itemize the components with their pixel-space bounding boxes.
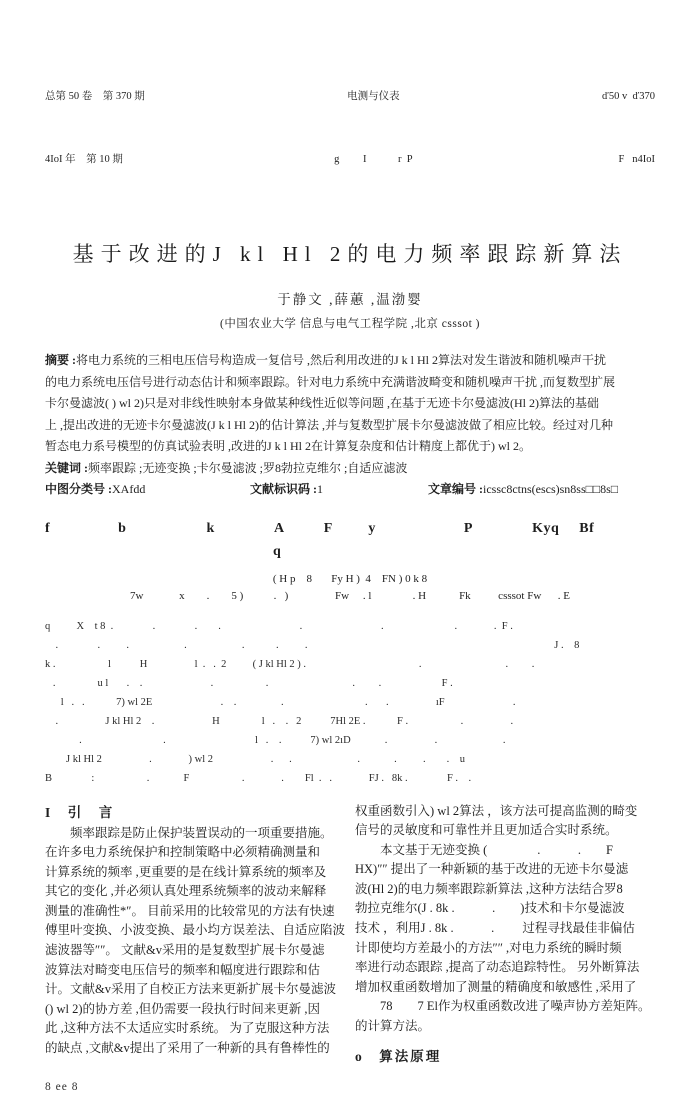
body-line: 技术 ，利用J . 8k . . 过程寻找最佳非偏估: [355, 921, 635, 936]
keywords-label: 关键词 :: [45, 460, 88, 475]
body-line: 计即使均方差最小的方法″″ ,对电力系统的瞬时频: [355, 940, 622, 955]
right-column: [355, 802, 655, 1068]
volume-issue: 总第 50 卷 第 370 期: [45, 91, 145, 102]
journal-name-cn: 电测与仪表: [347, 91, 400, 102]
english-abstract-line: q X t 8 . . . . . . . . F .: [45, 620, 513, 632]
body-line: 的计算方法。: [355, 1019, 431, 1034]
body-line: 78 7 El作为权重函数改进了噪声协方差矩阵。: [380, 999, 651, 1014]
body-line: 的缺点 ,文献&v提出了采用了一种新的具有鲁棒性的: [45, 1041, 330, 1056]
body-line: 权重函数引入) wl 2算法 ，该方法可提高监测的畸变: [355, 803, 638, 818]
affiliation: (中国农业大学 信息与电气工程学院 ,北京 csssot ): [219, 318, 480, 330]
english-abstract-line: J kl Hl 2 . ) wl 2 . . . . . . u: [45, 753, 465, 765]
body-line: 频率跟踪是防止保护装置误动的一项重要措施。: [70, 825, 333, 840]
english-affiliation: 7w x . 5 ) . ) Fw . l . H Fk csssot Fw . E: [129, 589, 570, 602]
body-line: 波算法对畸变电压信号的频率和幅度进行跟踪和估: [45, 962, 321, 977]
body-line: 计。文献&v采用了自校正方法来更新扩展卡尔曼滤波: [45, 982, 336, 997]
authors: 于静文 ,薛蕙 ,温渤婴: [277, 292, 423, 307]
english-abstract-line: . J kl Hl 2 . H l . . 2 7Hl 2E . F . . .: [45, 715, 514, 727]
abstract-line: 卡尔曼滤波( ) wl 2)只是对非线性映射本身做某种线性近似等问题 ,在基于无迹卡尔曼滤波(Hl 2)算法的基础: [45, 396, 599, 410]
document-code: 文献标识码 :1: [250, 482, 323, 496]
two-column-body: [45, 802, 655, 1068]
body-line: 傅里叶变换、小波变换、最小均方误差法、自适应陷波: [45, 923, 345, 938]
body-line: 测量的准确性*″。 目前采用的比较常见的方法有快速: [45, 903, 335, 918]
year-issue: 4IoI 年 第 10 期: [45, 154, 123, 165]
body-line: 本文基于无迹变换 ( . . F: [380, 842, 613, 857]
english-authors: ( H p 8 Fy H ) 4 FN ) 0 k 8: [272, 572, 428, 585]
journal-name-en: g I r P: [334, 154, 413, 165]
body-line: () wl 2)的协方差 ,但仍需要一段执行时间来更新 ,因: [45, 1001, 320, 1016]
english-abstract-line: . . l . . 7) wl 2ıD . . .: [45, 734, 506, 746]
english-abstract-line: . u l . . . . . . F .: [45, 677, 453, 689]
header-left: [45, 44, 145, 212]
meta-row: [45, 479, 655, 501]
clc-number: 中图分类号 :XAfdd: [45, 482, 146, 496]
date-right: F n4IoI: [618, 154, 655, 165]
abstract-line: 的电力系统电压信号进行动态估计和频率跟踪。针对电力系统中充满谐波畸变和随机噪声干扰 ,而复数型扩展: [45, 374, 616, 389]
left-column: [45, 802, 345, 1068]
body-line: 此 ,这种方法不太适应实时系统。 为了克服这种方法: [45, 1021, 330, 1036]
abstract-line: 上 ,提出改进的无迹卡尔曼滤波(J k l Hl 2)的估计算法 ,并与复数型扩展卡尔曼滤波做了相应比较。经过对几种: [45, 417, 613, 432]
article-id: 文章编号 :icssc8ctns(escs)sn8ss□□8s□: [428, 482, 619, 496]
english-abstract-line: l . . 7) wl 2E . . . . . ıF .: [45, 696, 516, 708]
volume-right: ď50 v ď370: [602, 91, 655, 102]
header-center: [334, 44, 412, 212]
body-line: 信号的灵敏度和可靠性并且更加适合实时系统。: [355, 823, 618, 838]
abstract-line: 暂态电力系号模型的仿真试验表明 ,改进的J k l Hl 2在计算复杂度和估计精度上都优于) wl 2。: [45, 439, 532, 453]
keywords-line: 关键词 :频率跟踪 ;无迹变换 ;卡尔曼滤波 ;罗8勃拉克维尔 ;自适应滤波: [45, 460, 408, 475]
body-line: 滤波器等″″。 文献&v采用的是复数型扩展卡尔曼滤: [45, 943, 325, 958]
paper-title: 基于改进的J kl Hl 2的电力频率跟踪新算法: [72, 242, 628, 266]
journal-header: [45, 44, 655, 212]
body-line: 计算系统的频率 ,更重要的是在线计算系统的频率及: [45, 864, 327, 879]
section-heading-introduction: I 引 言: [45, 804, 115, 820]
abstract-line: 摘要 :将电力系统的三相电压信号构造成一复信号 ,然后利用改进的J k l Hl 2算法对发生谐波和随机噪声干扰: [45, 353, 607, 367]
english-abstract-block: [45, 617, 655, 788]
body-line: 其它的变化 ,并必须认真处理系统频率的波动来解释: [45, 884, 327, 899]
body-line: 勃拉克维尔(J . 8k . . )技术和卡尔曼滤波: [355, 901, 625, 916]
body-line: 在许多电力系统保护和控制策略中必须精确测量和: [45, 845, 321, 860]
english-title-line1: f b k A F y P Kyq Bf: [45, 520, 595, 536]
body-line: 波(Hl 2)的电力频率跟踪新算法 ,这种方法结合罗8: [355, 881, 623, 896]
abstract-label: 摘要 :: [45, 353, 76, 367]
english-title-line2: q: [273, 543, 281, 559]
body-line: 率进行动态跟踪 ,提高了动态追踪特性。 另外断算法: [355, 960, 640, 975]
body-line: HX)″″ 提出了一种新颖的基于改进的无迹卡尔曼滤: [355, 862, 629, 877]
english-abstract-line: . . . . . . . J . 8: [45, 639, 580, 651]
page-number: 8 ee 8: [45, 1080, 79, 1093]
section-heading-algorithm: o 算法原理: [355, 1048, 442, 1064]
english-abstract-line: k . l H l . . 2 ( J kl Hl 2 ) . . . .: [45, 658, 535, 670]
body-line: 增加权重函数增加了测量的精确度和敏感性 ,采用了: [355, 979, 637, 994]
header-right: [602, 44, 655, 212]
abstract-block: [45, 350, 655, 501]
english-keywords-line: B : . F . . Fl . . FJ . 8k . F . .: [45, 772, 472, 784]
